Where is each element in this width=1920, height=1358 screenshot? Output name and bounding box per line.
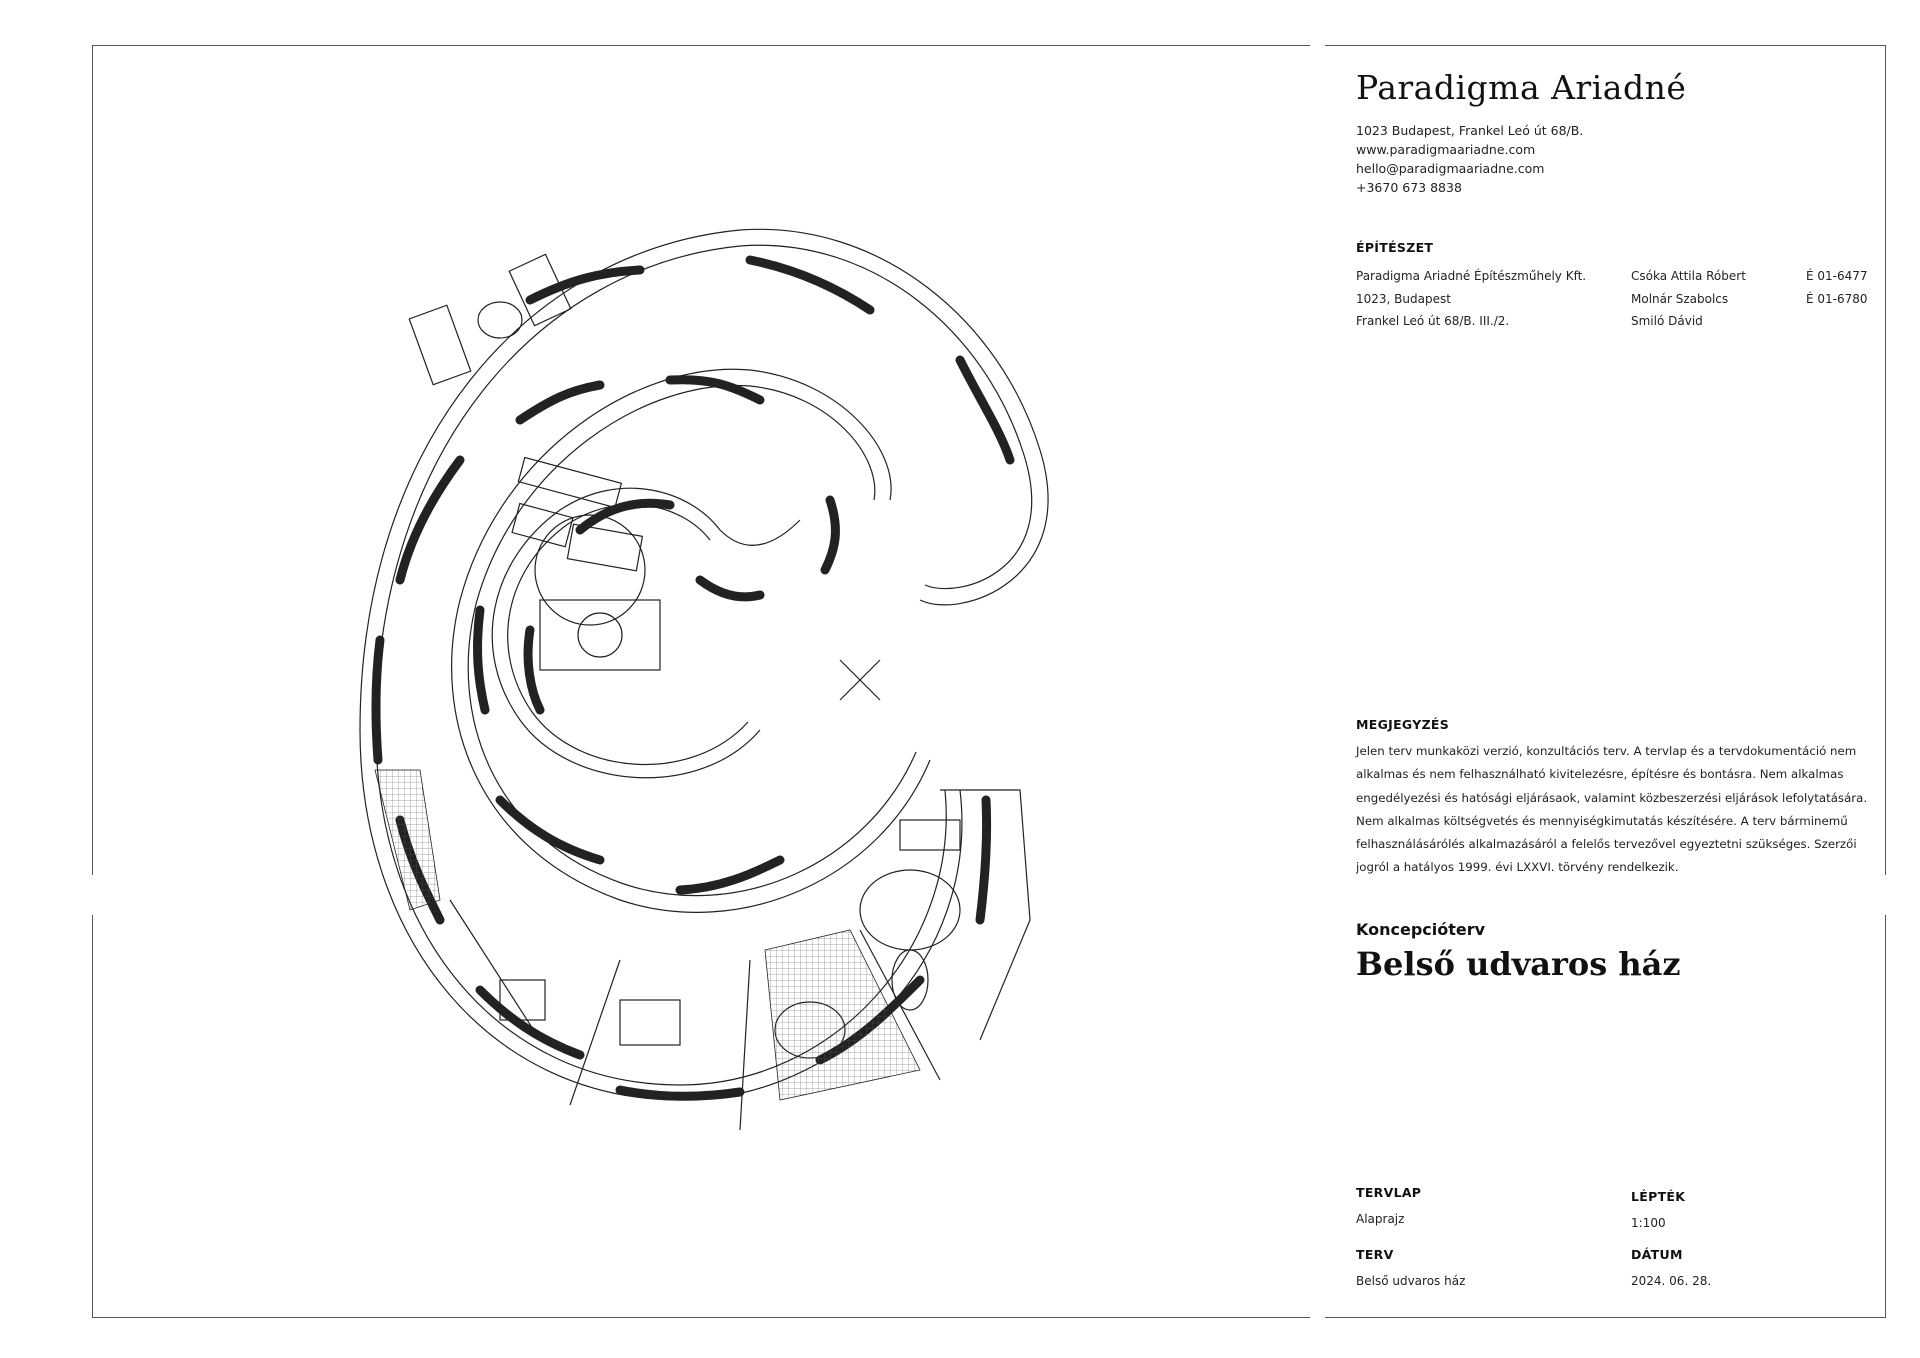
date-label: DÁTUM xyxy=(1631,1247,1683,1262)
plan-label: TERV xyxy=(1356,1247,1394,1262)
architecture-heading: ÉPÍTÉSZET xyxy=(1356,240,1434,255)
date-block xyxy=(1631,1247,1711,1288)
title-block-panel xyxy=(1356,0,1876,1358)
architect-license: É 01-6780 xyxy=(1806,291,1868,306)
note-text: Jelen terv munkaközi verzió, konzultációs terv. A tervlap és a tervdokumentáció nem alkalmas és nem felhasználható kivitelezésre, építésre és bontásra. Nem alkalmas engedélyezési és hatósági eljárásaok, valamint közbeszerzési eljárások lefolytatására. Nem alkalmas költségvetés és mennyiségkimutatás készítésére. A terv bárminemű felhasználásárólés alkalmazásáról a felelős tervezővel egyeztetni szükséges. Szerzői jogról a hatályos 1999. évi LXXVI. törvény rendelkezik. xyxy=(1356,744,1868,875)
sheet-label: TERVLAP xyxy=(1356,1185,1422,1200)
plan-block xyxy=(1356,1247,1465,1288)
firm-contact xyxy=(1356,121,1583,197)
middle-wall xyxy=(452,369,930,912)
inner-wall-inner-line xyxy=(508,505,748,765)
firm-phone: +3670 673 8838 xyxy=(1356,180,1462,195)
inner-wall xyxy=(492,488,800,778)
firm-website: www.paradigmaariadne.com xyxy=(1356,142,1536,157)
company-line: Paradigma Ariadné Építészműhely Kft. xyxy=(1356,269,1587,283)
scale-label: LÉPTÉK xyxy=(1631,1189,1686,1204)
scale-value: 1:100 xyxy=(1631,1216,1666,1230)
architect-name: Molnár Szabolcs xyxy=(1631,291,1729,306)
firm-name: Paradigma Ariadné xyxy=(1356,68,1687,107)
company-line: 1023, Budapest xyxy=(1356,291,1451,306)
sheet-value: Alaprajz xyxy=(1356,1212,1405,1226)
bedroom-wing xyxy=(450,790,1030,1130)
sheet-meta xyxy=(1356,1185,1876,1305)
plan-value: Belső udvaros ház xyxy=(1356,1274,1466,1288)
firm-address: 1023 Budapest, Frankel Leó út 68/B. xyxy=(1356,123,1584,138)
frame-break-right xyxy=(1882,875,1890,915)
project-kind: Koncepcióterv xyxy=(1356,920,1486,939)
company-column xyxy=(1356,265,1586,333)
outer-wall xyxy=(360,229,1048,1100)
floor-plan-drawing xyxy=(320,200,1120,1180)
company-line: Frankel Leó út 68/B. III./2. xyxy=(1356,314,1510,328)
architect-license-column xyxy=(1806,265,1868,310)
date-value: 2024. 06. 28. xyxy=(1631,1274,1712,1288)
architect-license: É 01-6477 xyxy=(1806,269,1868,283)
middle-wall-inner-line xyxy=(468,385,916,895)
architect-names-column xyxy=(1631,265,1746,333)
note-heading: MEGJEGYZÉS xyxy=(1356,717,1450,732)
scale-block xyxy=(1631,1189,1685,1230)
frame-break-left xyxy=(90,875,96,915)
architect-name: Smiló Dávid xyxy=(1631,314,1703,328)
project-title: Belső udvaros ház xyxy=(1356,945,1681,983)
sheet-block xyxy=(1356,1185,1421,1226)
architect-name: Csóka Attila Róbert xyxy=(1631,269,1746,283)
firm-email: hello@paradigmaariadne.com xyxy=(1356,161,1545,176)
